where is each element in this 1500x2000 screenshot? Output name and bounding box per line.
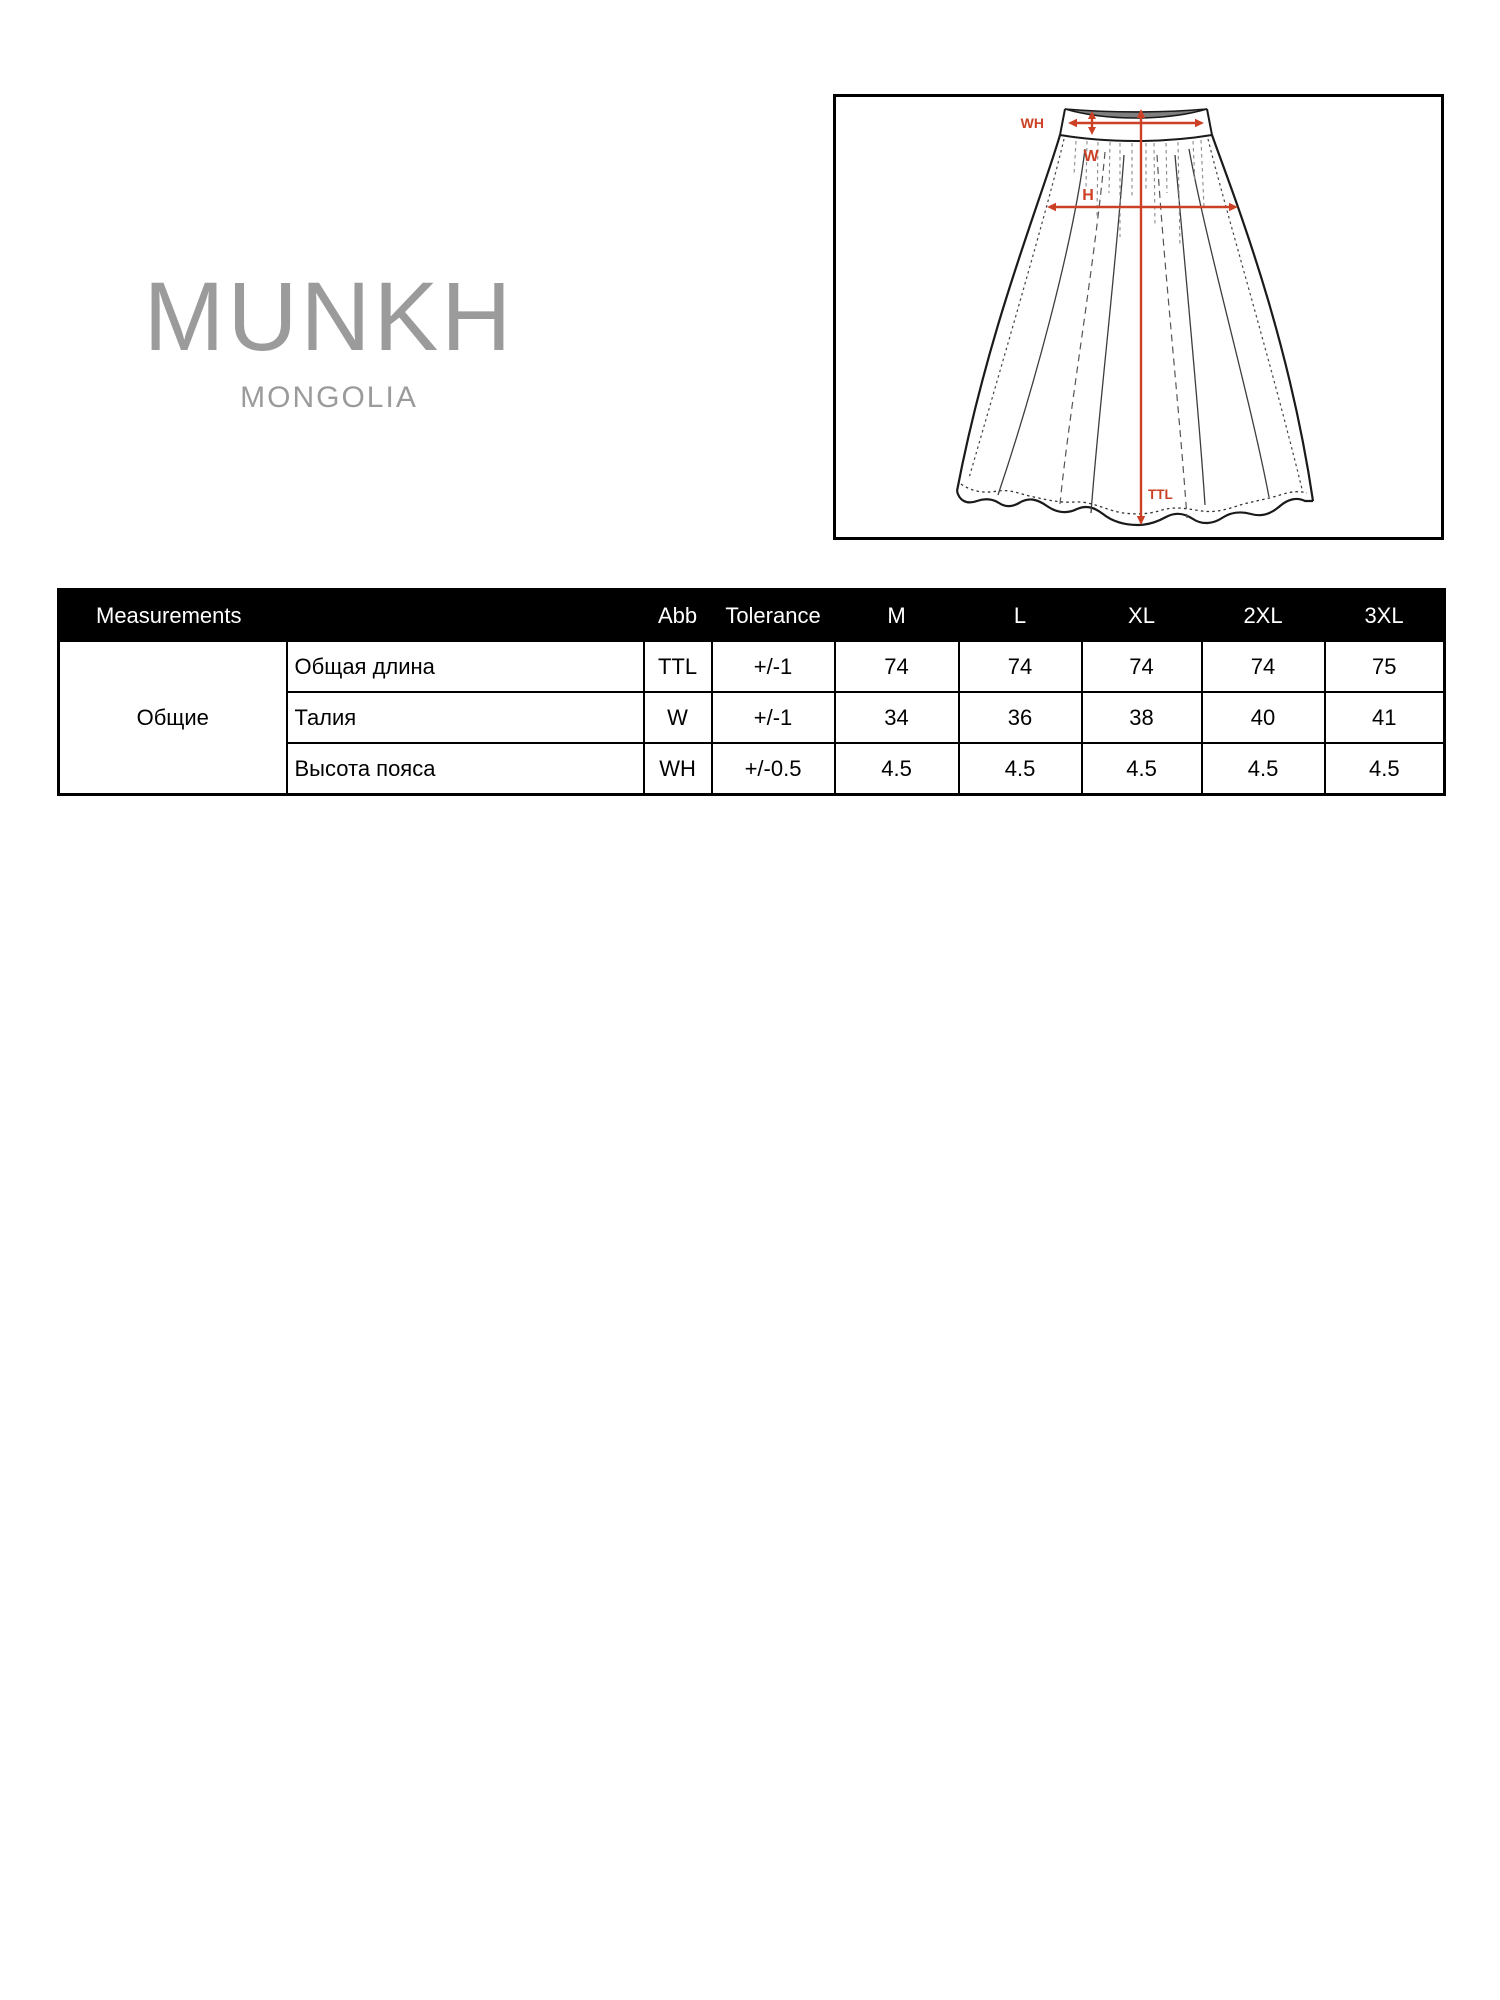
label-ttl: TTL	[1148, 487, 1173, 502]
col-header-size-m: M	[835, 590, 959, 642]
measure-arrows	[1047, 109, 1238, 525]
col-header-measurements: Measurements	[59, 590, 644, 642]
value-cell: 4.5	[835, 743, 959, 795]
hem-stitch-line	[961, 484, 1307, 514]
label-w: W	[1083, 148, 1099, 165]
garment-diagram-box	[833, 94, 1444, 540]
tolerance-cell: +/-0.5	[712, 743, 835, 795]
table-header-row	[59, 590, 1445, 642]
waistband-inner-shading	[1065, 109, 1207, 118]
label-wh: WH	[1020, 115, 1044, 131]
brand-subtitle: MONGOLIA	[240, 381, 418, 414]
value-cell: 4.5	[1325, 743, 1445, 795]
brand-logo	[140, 262, 518, 415]
table-row	[59, 641, 1445, 692]
value-cell: 74	[835, 641, 959, 692]
value-cell: 74	[1202, 641, 1325, 692]
skirt-technical-drawing	[836, 97, 1441, 537]
col-header-tolerance: Tolerance	[712, 590, 835, 642]
brand-name: MUNKH	[143, 262, 515, 371]
abb-cell: W	[644, 692, 712, 743]
value-cell: 40	[1202, 692, 1325, 743]
value-cell: 38	[1082, 692, 1202, 743]
value-cell: 74	[1082, 641, 1202, 692]
tolerance-cell: +/-1	[712, 692, 835, 743]
measurements-table	[57, 588, 1446, 796]
tolerance-cell: +/-1	[712, 641, 835, 692]
col-header-size-3xl: 3XL	[1325, 590, 1445, 642]
value-cell: 75	[1325, 641, 1445, 692]
label-h: H	[1082, 187, 1094, 204]
value-cell: 4.5	[959, 743, 1082, 795]
measure-name-cell: Общая длина	[287, 641, 644, 692]
measure-name-cell: Талия	[287, 692, 644, 743]
measure-name-cell: Высота пояса	[287, 743, 644, 795]
col-header-size-xl: XL	[1082, 590, 1202, 642]
value-cell: 4.5	[1202, 743, 1325, 795]
col-header-size-l: L	[959, 590, 1082, 642]
col-header-size-2xl: 2XL	[1202, 590, 1325, 642]
skirt-hem	[957, 491, 1313, 525]
left-side-seam	[969, 139, 1064, 478]
value-cell: 34	[835, 692, 959, 743]
value-cell: 36	[959, 692, 1082, 743]
value-cell: 74	[959, 641, 1082, 692]
group-label-cell: Общие	[59, 641, 287, 795]
fold-lines	[998, 149, 1269, 513]
abb-cell: TTL	[644, 641, 712, 692]
col-header-abb: Abb	[644, 590, 712, 642]
abb-cell: WH	[644, 743, 712, 795]
value-cell: 4.5	[1082, 743, 1202, 795]
value-cell: 41	[1325, 692, 1445, 743]
right-side-seam	[1208, 139, 1302, 489]
skirt-left-edge	[957, 135, 1060, 491]
